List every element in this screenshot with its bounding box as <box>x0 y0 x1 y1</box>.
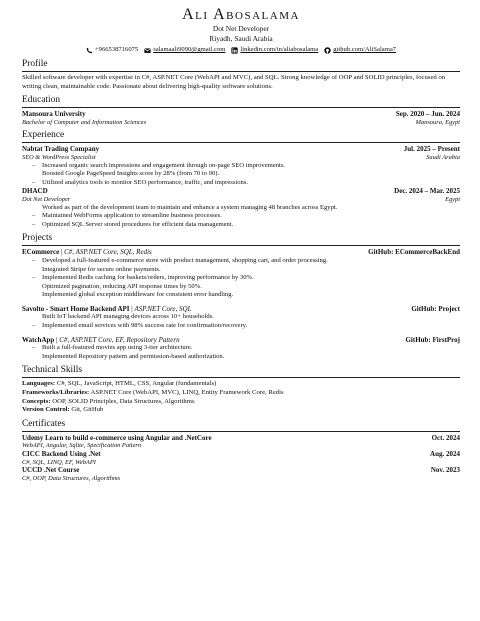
contact-phone[interactable] <box>86 45 138 55</box>
contact-linkedin[interactable] <box>231 45 318 55</box>
project-stack: C#, ASP.NET Core, EF, Repository Pattern <box>59 335 180 344</box>
certificate-date: Oct. 2024 <box>431 433 460 442</box>
certificate-title: Udemy Learn to build e-commerce using Angular and .NetCore <box>22 433 212 442</box>
project-bullet: Implemented Repository pattern and permission-based authorization. <box>42 352 225 360</box>
experience-role: SEO & WordPress Specialist <box>22 153 96 161</box>
contact-email-text: salamaali9090@gmail.com <box>153 46 226 53</box>
resume-title: Dot Net Developer <box>212 24 270 33</box>
experience-company: Nabtat Trading Company <box>22 145 100 154</box>
project-entry: ECommerce | C#, ASP.NET Core, SQL, Redis GitHub: ECommerceBackEnd – Developed a full-featured e-commerce store with product management, shopping cart, and order processing. Integrated Stripe for secure online payments. – Implemented Redis caching for baskets/orders, improving performance by 30%. Optimized pagination, reducing API response times by 50%. Implemented global exception middleware for consistent error handling. <box>22 248 460 300</box>
project-bullet: Optimized pagination, reducing API response times by 50%. <box>42 282 202 290</box>
github-icon <box>324 47 331 54</box>
certificate-topics: C#, SQL, LINQ, EF, WebAPI <box>22 458 96 466</box>
certificate-entry <box>22 450 460 466</box>
certificate-date: Nov. 2023 <box>430 466 460 475</box>
project-bullet: Built IoT backend API managing devices across 10+ households. <box>42 313 214 321</box>
resume-name: Ali Abosalama <box>182 6 300 23</box>
skill-row <box>22 389 460 398</box>
skill-label: Languages: <box>22 380 56 388</box>
contact-email[interactable] <box>144 45 225 55</box>
education-school: Mansoura University <box>22 110 86 119</box>
skill-label: Frameworks/Libraries: <box>22 389 90 397</box>
project-bullet: – Implemented Redis caching for baskets/orders, improving performance by 30%. <box>42 274 460 283</box>
phone-icon <box>86 47 93 54</box>
experience-bullet: – Maintained WebForms application to streamline business processes. <box>42 212 460 221</box>
project-bullet: – Built a full-featured movies app using 3-tier architecture. <box>42 344 460 353</box>
project-github-link[interactable]: GitHub: ECommerceBackEnd <box>368 248 460 257</box>
experience-bullet: Worked as part of the development team to maintain and enhance a system managing 48 branches across Egypt. <box>42 203 338 211</box>
resume-location: Riyadh, Saudi Arabia <box>209 34 273 43</box>
skill-value: OOP, SOLID Principles, Data Structures, Algorithms <box>52 397 195 405</box>
project-bullet: Integrated Stripe for secure online payments. <box>42 265 161 273</box>
education-location: Mansoura, Egypt <box>415 118 460 126</box>
contact-bar <box>22 45 460 55</box>
experience-location: Egypt <box>445 195 460 203</box>
skill-value: ASP.NET Core (WebAPI, MVC), LINQ, Entity Framework Core, Redis <box>90 389 284 397</box>
project-entry: WatchApp | C#, ASP.NET Core, EF, Repository Pattern GitHub: FirstProj – Built a full-featured movies app using 3-tier architecture. Implemented Repository pattern and permission-based authorization. <box>22 336 460 362</box>
linkedin-icon <box>231 47 238 54</box>
project-stack: C#, ASP.NET Core, SQL, Redis <box>64 248 152 257</box>
education-dates: Sep. 2020 – Jun. 2024 <box>395 110 460 119</box>
project-bullet: Implemented global exception middleware for consistent error handling. <box>42 291 234 299</box>
experience-location: Saudi Arabia <box>426 153 460 161</box>
skill-value: Git, GitHub <box>71 406 104 414</box>
profile-text: Skilled software developer with expertise in C#, ASP.NET Core (WebAPI and MVC), and SQL. Strong knowledge of OOP and SOLID principles, focused on writing clean, maintainable code. Passionate about delivering high-quality software solutions. <box>22 74 446 90</box>
certificate-topics: WebAPI, Angular, Sqlite, Specification Pattern <box>22 442 142 450</box>
certificate-entry <box>22 434 460 450</box>
projects-heading: Projects <box>22 233 460 246</box>
skill-row <box>22 380 460 389</box>
certificate-topics: C#, OOP, Data Structures, Algorithms <box>22 474 121 482</box>
experience-bullet: – Utilized analytics tools to monitor SEO performance, traffic, and impressions. <box>42 179 460 188</box>
project-entry: Savolto - Smart Home Backend API | ASP.NET Core, SQL GitHub: Project Built IoT backend API managing devices across 10+ households. – Implemented email services with 98% success rate for confirmation/recovery. <box>22 305 460 331</box>
experience-entry <box>22 187 460 229</box>
experience-heading: Experience <box>22 130 460 143</box>
project-github-link[interactable]: GitHub: Project <box>411 304 460 313</box>
project-title: Savolto - Smart Home Backend API <box>22 304 130 313</box>
experience-role: Dot Net Developer <box>22 195 71 203</box>
certificate-title: UCCD .Net Course <box>22 466 80 475</box>
education-entry <box>22 110 460 126</box>
experience-bullet: – Increased organic search impressions and engagement through on-page SEO improvements. <box>42 162 460 171</box>
project-stack: ASP.NET Core, SQL <box>134 304 192 313</box>
contact-github[interactable] <box>324 45 396 55</box>
certificate-title: CICC Backend Using .Net <box>22 450 101 458</box>
email-icon <box>144 47 151 54</box>
education-degree: Bachelor of Computer and Information Sciences <box>22 118 147 126</box>
experience-dates: Jul. 2025 – Present <box>403 145 460 154</box>
experience-company: DHACD <box>22 187 48 196</box>
project-title: WatchApp <box>22 335 55 344</box>
experience-bullet: Boosted Google PageSpeed Insights score by 28% (from 70 to 90). <box>42 170 220 178</box>
project-bullet: – Implemented email services with 98% success rate for confirmation/recovery. <box>42 322 460 331</box>
project-bullet: – Developed a full-featured e-commerce store with product management, shopping cart, and order processing. <box>42 257 460 266</box>
contact-github-text: github.com/AliSalama7 <box>333 46 397 53</box>
certificates-heading: Certificates <box>22 419 460 432</box>
contact-linkedin-text: linkedin.com/in/aliabosalama <box>240 46 319 53</box>
skills-heading: Technical Skills <box>22 365 460 378</box>
experience-entry <box>22 145 460 187</box>
profile-heading: Profile <box>22 59 460 72</box>
experience-dates: Dec. 2024 – Mar. 2025 <box>394 187 460 196</box>
skill-value: C#, SQL, JavaScript, HTML, CSS, Angular (fundamentals) <box>56 380 217 388</box>
project-title: ECommerce <box>22 248 60 257</box>
experience-bullet: – Optimized SQL Server stored procedures for efficient data management. <box>42 221 460 230</box>
skill-label: Concepts: <box>22 397 51 405</box>
education-heading: Education <box>22 95 460 108</box>
certificate-entry <box>22 466 460 482</box>
contact-phone-text: +966538716075 <box>94 46 139 53</box>
skill-row <box>22 406 460 415</box>
skill-row <box>22 398 460 407</box>
project-github-link[interactable]: GitHub: FirstProj <box>405 335 460 344</box>
certificate-date: Aug. 2024 <box>430 450 460 458</box>
skill-label: Version Control: <box>22 406 70 414</box>
